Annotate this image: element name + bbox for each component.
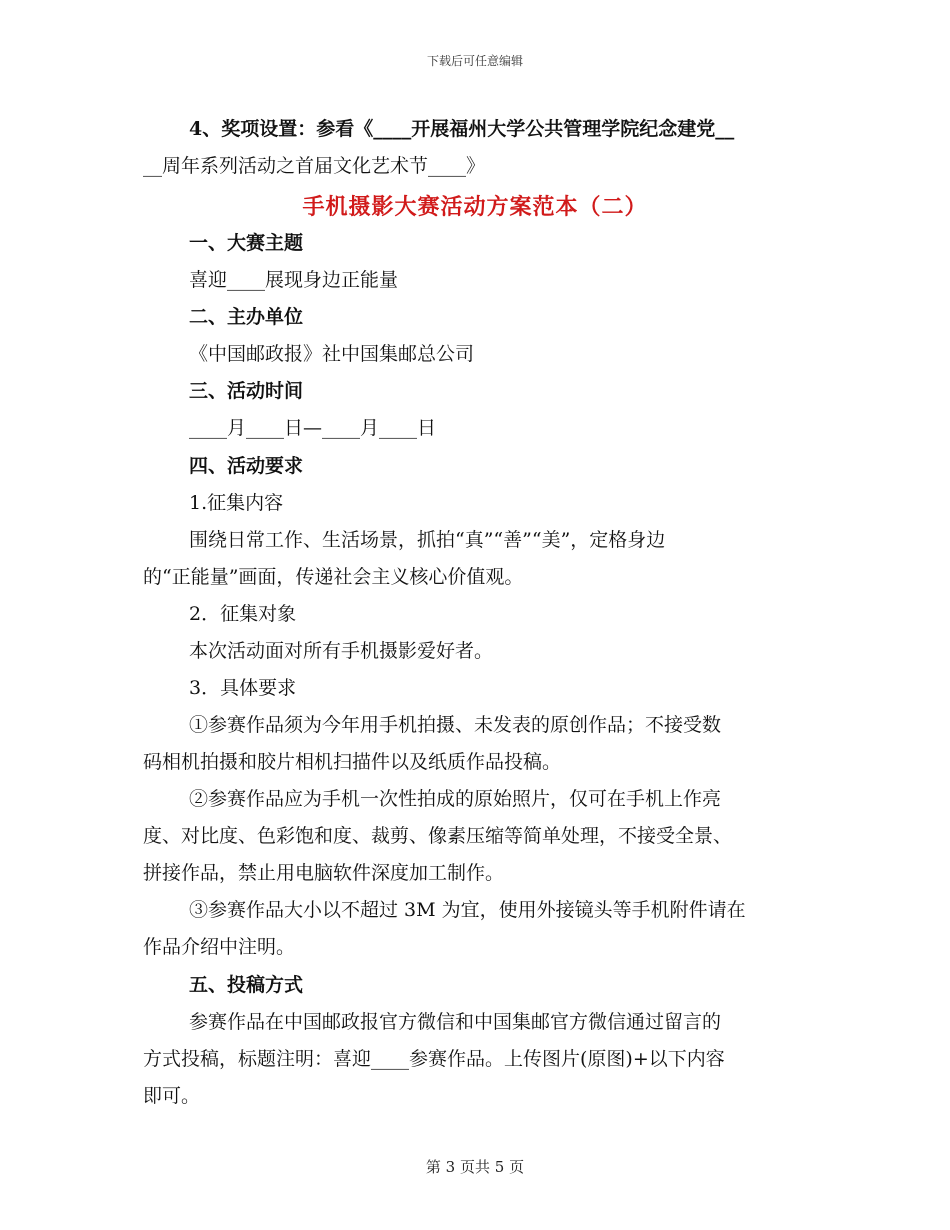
section-2-heading: 二、主办单位 (189, 306, 304, 328)
section-5-heading: 五、投稿方式 (189, 974, 304, 996)
section-4-para-1-line-1: 围绕日常工作、生活场景，抓拍“真”“善”“美”，定格身边 (189, 529, 666, 551)
requirement-1-line-1: ①参赛作品须为今年用手机拍摄、未发表的原创作品；不接受数 (189, 714, 722, 736)
requirement-2-line-2: 度、对比度、色彩饱和度、裁剪、像素压缩等简单处理，不接受全景、 (143, 825, 733, 847)
section-5-line-3: 即可。 (143, 1085, 201, 1107)
section-1-heading: 一、大赛主题 (189, 232, 304, 254)
section-2-text: 《中国邮政报》社中国集邮总公司 (189, 343, 475, 365)
section-4-para-2: 本次活动面对所有手机摄影爱好者。 (189, 640, 494, 662)
section-1-text: 喜迎____展现身边正能量 (189, 269, 399, 291)
section-4-sub-2: 2．征集对象 (189, 603, 297, 625)
document-title: 手机摄影大赛活动方案范本（二） (302, 194, 648, 220)
requirement-2-line-3: 拼接作品，禁止用电脑软件深度加工制作。 (143, 862, 505, 884)
section-4-para-1-line-2: 的“正能量”画面，传递社会主义核心价值观。 (143, 566, 524, 588)
section-4-sub-1: 1.征集内容 (189, 492, 284, 514)
intro-line-2: __周年系列活动之首届文化艺术节____》 (143, 155, 486, 177)
page-header: 下载后可任意编辑 (426, 54, 523, 68)
section-4-heading: 四、活动要求 (189, 455, 304, 477)
requirement-2-line-1: ②参赛作品应为手机一次性拍成的原始照片，仅可在手机上作亮 (189, 788, 722, 810)
section-3-text: ____月____日—____月____日 (189, 417, 437, 439)
requirement-1-line-2: 码相机拍摄和胶片相机扫描件以及纸质作品投稿。 (143, 751, 562, 773)
section-3-heading: 三、活动时间 (189, 380, 304, 402)
intro-line-1: 4、奖项设置：参看《____开展福州大学公共管理学院纪念建党__ (189, 118, 735, 140)
requirement-3-line-1: ③参赛作品大小以不超过 3M 为宜，使用外接镜头等手机附件请在 (189, 899, 746, 921)
section-4-sub-3: 3．具体要求 (189, 677, 297, 699)
requirement-3-line-2: 作品介绍中注明。 (143, 936, 296, 958)
section-5-line-1: 参赛作品在中国邮政报官方微信和中国集邮官方微信通过留言的 (189, 1011, 722, 1033)
section-5-line-2: 方式投稿，标题注明：喜迎____参赛作品。上传图片(原图)+以下内容 (143, 1048, 725, 1070)
page-footer: 第 3 页共 5 页 (425, 1158, 525, 1176)
